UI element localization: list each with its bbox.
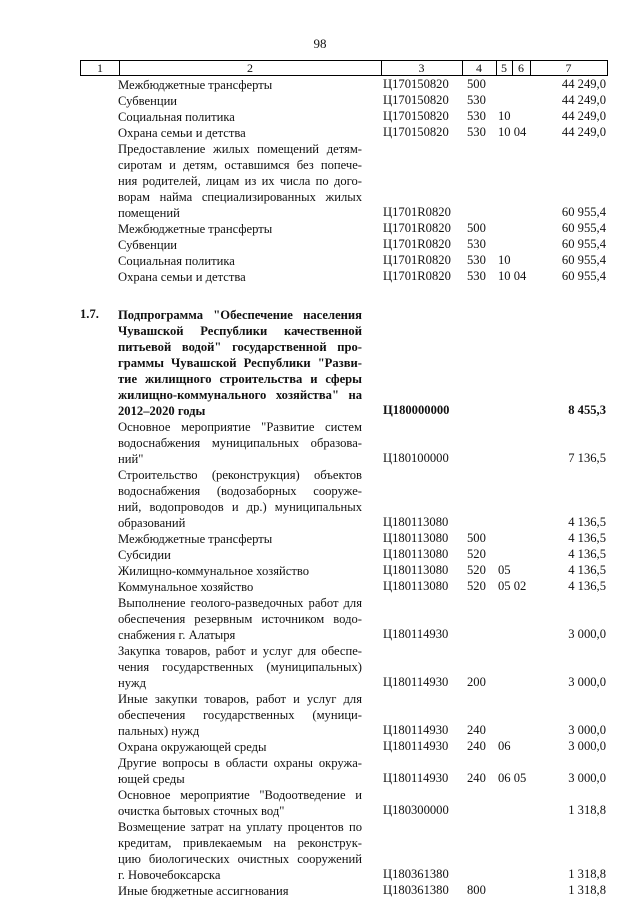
row-section: 06 [498,739,511,753]
row-code: Ц1701R0820 [383,221,451,235]
row-name-line: граммы Чувашской Республики "Разви- [118,356,362,370]
row-expense-type: 530 [467,109,486,123]
row-amount: 44 249,0 [561,125,606,139]
row-expense-type: 500 [467,221,486,235]
row-amount: 3 000,0 [568,771,606,785]
row-code: Ц180113080 [383,579,449,593]
row-amount: 60 955,4 [561,205,606,219]
row-code: Ц180113080 [383,547,449,561]
page-number: 98 [313,36,327,51]
row-amount: 3 000,0 [568,627,606,641]
row-name [118,307,362,419]
row-expense-type: 520 [467,563,486,577]
header-col-5: 5 [501,61,507,75]
spacer-row [0,285,640,307]
row-name-line: ний" [118,452,144,466]
row-name-line: Коммунальное хозяйство [118,580,254,594]
row-name-line: ний, водопроводов и др.) муниципальных [118,500,362,514]
row-name-line: Охрана семьи и детства [118,270,246,284]
row-name-line: Основное мероприятие "Водоотведение и [118,788,362,802]
row-amount: 3 000,0 [568,739,606,753]
row-amount: 4 136,5 [568,563,606,577]
row-name-line: Подпрограмма "Обеспечение населения [118,308,362,322]
row-name-line: обеспечения государственных (муници- [118,708,362,722]
row-name-line: Чувашской Республики качественной [118,324,362,338]
row-expense-type: 530 [467,237,486,251]
row-name-line: Выполнение геолого-разведочных работ для [118,596,362,610]
table-row [0,739,640,755]
row-code: Ц170150820 [383,77,449,91]
row-expense-type: 530 [467,269,486,283]
row-name-line: Другие вопросы в области охраны окружа- [118,756,362,770]
row-name-line: Субсидии [118,548,171,562]
row-section: 10 04 [498,125,527,139]
table-row [0,221,640,237]
row-amount: 60 955,4 [561,237,606,251]
row-amount: 3 000,0 [568,675,606,689]
row-name-line: чения государственных (муниципальных) [118,660,362,674]
row-name [118,595,362,643]
row-name-line: 2012–2020 годы [118,404,206,418]
table-row [0,819,640,883]
row-name-line: питьевой водой" государственной про- [118,340,362,354]
row-name-line: тие жилищного строительства и сферы [118,372,362,386]
row-amount: 4 136,5 [568,579,606,593]
row-name-line: обеспечения резервным источником водо- [118,612,362,626]
row-name [118,125,362,141]
row-section: 05 [498,563,511,577]
row-name [118,819,362,883]
row-code: Ц180361380 [383,883,449,897]
row-code: Ц1701R0820 [383,253,451,267]
row-section: 06 05 [498,771,527,785]
row-amount: 1 318,8 [568,803,606,817]
row-code: Ц180114930 [383,771,449,785]
row-code: Ц180000000 [383,403,450,417]
row-amount: 4 136,5 [568,531,606,545]
row-code: Ц180100000 [383,451,449,465]
table-row [0,595,640,643]
row-name [118,419,362,467]
row-name-line: образований [118,516,186,530]
header-col-7: 7 [565,61,572,75]
table-body [0,77,640,899]
table-row [0,307,640,419]
row-expense-type: 500 [467,531,486,545]
row-name-line: водоснабжения (водозаборных сооруже- [118,484,362,498]
header-col-4: 4 [476,61,482,75]
table-row [0,125,640,141]
row-name-line: пальных) нужд [118,724,200,738]
row-name-line: Субвенции [118,94,178,108]
row-name-line: Основное мероприятие "Развитие систем [118,420,362,434]
row-expense-type: 520 [467,547,486,561]
row-name [118,563,362,579]
table-row [0,237,640,253]
row-code: Ц1701R0820 [383,269,451,283]
row-amount: 7 136,5 [568,451,606,465]
row-expense-type: 530 [467,253,486,267]
table-row [0,531,640,547]
row-name-line: жилищно-коммунального хозяйства" на [118,388,362,402]
header-col-1: 1 [97,61,103,75]
table-row [0,269,640,285]
row-name [118,237,362,253]
row-name [118,579,362,595]
row-expense-type: 200 [467,675,486,689]
row-name-line: помещений [118,206,180,220]
table-row [0,93,640,109]
row-name-line: г. Новочебоксарска [118,868,221,882]
row-amount: 4 136,5 [568,515,606,529]
row-name [118,787,362,819]
table-row [0,691,640,739]
row-name-line: водоснабжения муниципальных образова- [118,436,362,450]
row-code: Ц170150820 [383,109,449,123]
row-name [118,739,362,755]
row-name [118,221,362,237]
table-row [0,77,640,93]
row-amount: 60 955,4 [561,221,606,235]
row-amount: 44 249,0 [561,77,606,91]
table-row [0,547,640,563]
row-code: Ц180114930 [383,739,449,753]
table-row [0,467,640,531]
row-name [118,531,362,547]
row-section: 10 04 [498,269,527,283]
header-col-2: 2 [247,61,253,75]
table-header [80,60,608,76]
row-code: Ц1701R0820 [383,237,451,251]
table-row [0,563,640,579]
row-code: Ц170150820 [383,93,449,107]
row-expense-type: 240 [467,771,486,785]
row-number: 1.7. [80,307,99,321]
row-code: Ц180113080 [383,531,449,545]
row-expense-type: 240 [467,739,486,753]
row-amount: 3 000,0 [568,723,606,737]
row-code: Ц180300000 [383,803,449,817]
row-expense-type: 530 [467,93,486,107]
row-name [118,93,362,109]
row-name-line: Иные бюджетные ассигнования [118,884,289,898]
row-name-line: Возмещение затрат на уплату процентов по [118,820,362,834]
row-name-line: Жилищно-коммунальное хозяйство [118,564,310,578]
row-amount: 4 136,5 [568,547,606,561]
header-col-3: 3 [418,61,425,75]
table-row [0,253,640,269]
row-code: Ц180113080 [383,563,449,577]
row-section: 05 02 [498,579,527,593]
row-name-line: нужд [118,676,146,690]
row-name [118,691,362,739]
row-name-line: очистка бытовых сточных вод" [118,804,285,818]
row-section: 10 [498,253,511,267]
row-name-line: сиротам и детям, оставшимся без попече- [118,158,362,172]
row-code: Ц180114930 [383,675,449,689]
row-name [118,755,362,787]
row-name-line: Социальная политика [118,110,235,124]
row-name-line: Строительство (реконструкция) объектов [118,468,362,482]
row-amount: 44 249,0 [561,109,606,123]
row-name-line: Охрана семьи и детства [118,126,246,140]
row-name-line: Межбюджетные трансферты [118,222,273,236]
row-expense-type: 800 [467,883,486,897]
row-code: Ц180361380 [383,867,449,881]
row-expense-type: 520 [467,579,486,593]
row-name [118,643,362,691]
table-row [0,141,640,221]
table-row [0,419,640,467]
row-name-line: Субвенции [118,238,178,252]
table-row [0,643,640,691]
row-name [118,467,362,531]
table-row [0,787,640,819]
row-name [118,141,362,221]
row-name [118,109,362,125]
row-expense-type: 240 [467,723,486,737]
row-name-line: Социальная политика [118,254,235,268]
row-name-line: Межбюджетные трансферты [118,78,273,92]
row-code: Ц180114930 [383,627,449,641]
row-name-line: Закупка товаров, работ и услуг для обеспе- [118,644,362,658]
row-amount: 60 955,4 [561,253,606,267]
row-code: Ц170150820 [383,125,449,139]
row-name-line: ния родителей, лицам из их числа по дого- [118,174,362,188]
row-name [118,269,362,285]
table-row [0,755,640,787]
row-name-line: ворам найма специализированных жилых [118,190,362,204]
row-section: 10 [498,109,511,123]
row-amount: 44 249,0 [561,93,606,107]
row-name-line: снабжения г. Алатыря [118,628,236,642]
table-row [0,883,640,899]
row-amount: 60 955,4 [561,269,606,283]
row-name [118,77,362,93]
row-name-line: цию биологических очистных сооружений [118,852,362,866]
row-name-line: Охрана окружающей среды [118,740,267,754]
row-amount: 8 455,3 [568,403,606,417]
row-name [118,883,362,899]
row-amount: 1 318,8 [568,867,606,881]
row-expense-type: 530 [467,125,486,139]
table-row [0,109,640,125]
row-name [118,547,362,563]
row-code: Ц180114930 [383,723,449,737]
row-name-line: Межбюджетные трансферты [118,532,273,546]
row-name-line: кредитам, привлекаемым на реконструк- [118,836,362,850]
row-expense-type: 500 [467,77,486,91]
row-code: Ц180113080 [383,515,449,529]
header-col-6: 6 [518,61,524,75]
table-row [0,579,640,595]
row-name [118,253,362,269]
row-code: Ц1701R0820 [383,205,451,219]
row-name-line: ющей среды [118,772,185,786]
row-name-line: Предоставление жилых помещений детям- [118,142,362,156]
row-name-line: Иные закупки товаров, работ и услуг для [118,692,362,706]
row-amount: 1 318,8 [568,883,606,897]
